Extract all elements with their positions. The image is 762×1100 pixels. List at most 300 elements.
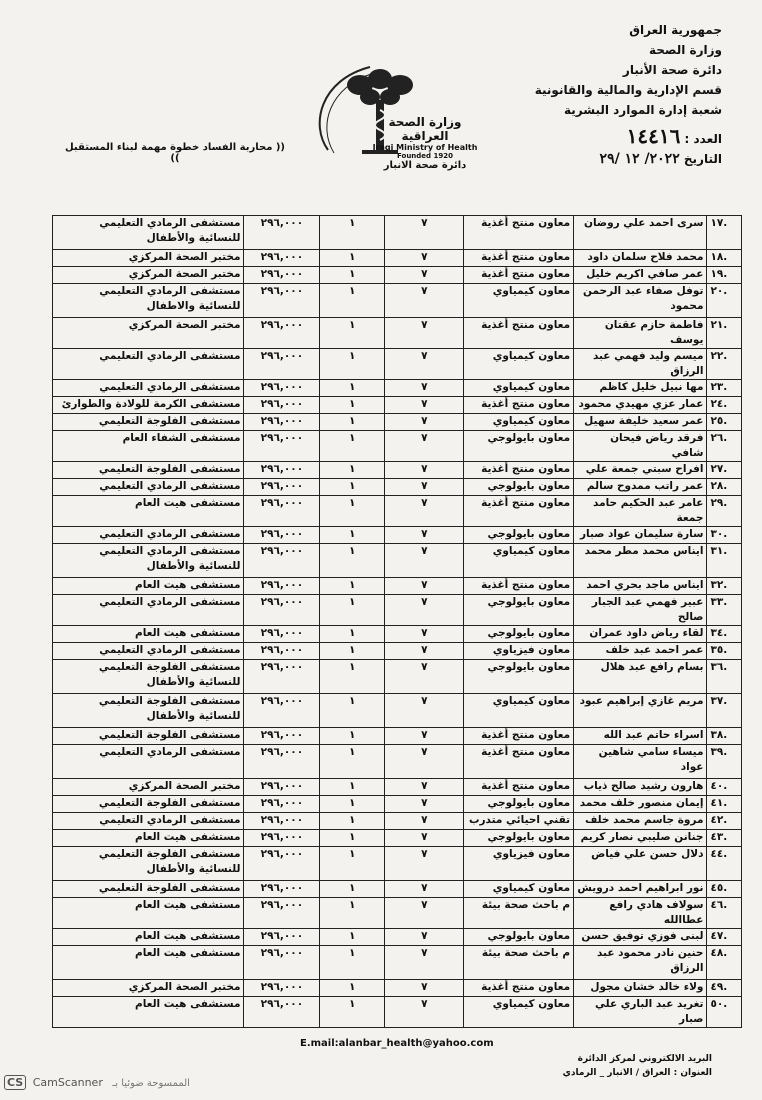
workplace-cell: مستشفى الرمادي التعليمي	[53, 745, 244, 779]
grade-cell: ٧	[385, 397, 464, 414]
row-index-cell: ٢١.	[707, 318, 742, 349]
employee-name-cell: لقاء رياض داود عمران	[574, 626, 707, 643]
employee-name-cell: اسراء حاتم عبد الله	[574, 728, 707, 745]
workplace-cell: مستشفى الرمادي التعليمي	[53, 349, 244, 380]
salary-cell: ٢٩٦,٠٠٠	[244, 796, 320, 813]
table-row	[53, 847, 742, 881]
job-title-cell: معاون بايولوجي	[464, 796, 574, 813]
step-cell: ١	[320, 946, 385, 980]
job-title-cell: معاون منتج أغذية	[464, 216, 574, 250]
step-cell: ١	[320, 745, 385, 779]
workplace-cell: مستشفى هيت العام	[53, 830, 244, 847]
row-index-cell: ٤١.	[707, 796, 742, 813]
workplace-cell: مستشفى الفلوجة التعليمي للنسائية والأطفال	[53, 660, 244, 694]
step-cell: ١	[320, 216, 385, 250]
salary-cell: ٢٩٦,٠٠٠	[244, 462, 320, 479]
table-row	[53, 544, 742, 578]
workplace-cell: مستشفى الرمادي التعليمي	[53, 380, 244, 397]
workplace-cell: مختبر الصحة المركزي	[53, 318, 244, 349]
employee-name-cell: مريم غازي إبراهيم عبود	[574, 694, 707, 728]
employee-name-cell: محمد فلاح سلمان داود	[574, 250, 707, 267]
row-index-cell: ٢٩.	[707, 496, 742, 527]
row-index-cell: ٤٦.	[707, 898, 742, 929]
salary-cell: ٢٩٦,٠٠٠	[244, 431, 320, 462]
row-index-cell: ٣٥.	[707, 643, 742, 660]
workplace-cell: مستشفى الفلوجة التعليمي	[53, 796, 244, 813]
step-cell: ١	[320, 267, 385, 284]
table-row	[53, 284, 742, 318]
step-cell: ١	[320, 380, 385, 397]
employee-name-cell: حنين نادر محمود عبد الرزاق	[574, 946, 707, 980]
header-line: جمهورية العراق	[629, 23, 722, 37]
workplace-cell: مستشفى هيت العام	[53, 626, 244, 643]
grade-cell: ٧	[385, 284, 464, 318]
job-title-cell: معاون منتج أغذية	[464, 267, 574, 284]
salary-cell: ٢٩٦,٠٠٠	[244, 595, 320, 626]
date-label: التاريخ	[683, 152, 722, 166]
employee-name-cell: عمر سعيد خليفة سهيل	[574, 414, 707, 431]
row-index-cell: ٣٠.	[707, 527, 742, 544]
row-index-cell: ٤٨.	[707, 946, 742, 980]
table-row	[53, 318, 742, 349]
table-row	[53, 813, 742, 830]
table-row	[53, 796, 742, 813]
row-index-cell: ١٨.	[707, 250, 742, 267]
grade-cell: ٧	[385, 527, 464, 544]
step-cell: ١	[320, 881, 385, 898]
employee-name-cell: سارة سليمان عواد صبار	[574, 527, 707, 544]
employee-name-cell: تغريد عبد الباري علي صبار	[574, 997, 707, 1028]
table-row	[53, 728, 742, 745]
reference-date	[512, 149, 722, 169]
grade-cell: ٧	[385, 479, 464, 496]
row-index-cell: ٥٠.	[707, 997, 742, 1028]
step-cell: ١	[320, 318, 385, 349]
job-title-cell: معاون كيمياوي	[464, 694, 574, 728]
workplace-cell: مستشفى الرمادي التعليمي	[53, 527, 244, 544]
employee-name-cell: عمر احمد عبد خلف	[574, 643, 707, 660]
grade-cell: ٧	[385, 830, 464, 847]
salary-cell: ٢٩٦,٠٠٠	[244, 284, 320, 318]
table-row	[53, 779, 742, 796]
salary-cell: ٢٩٦,٠٠٠	[244, 847, 320, 881]
step-cell: ١	[320, 830, 385, 847]
salary-cell: ٢٩٦,٠٠٠	[244, 779, 320, 796]
step-cell: ١	[320, 898, 385, 929]
employee-name-cell: مها نبيل خليل كاظم	[574, 380, 707, 397]
job-title-cell: معاون بايولوجي	[464, 431, 574, 462]
step-cell: ١	[320, 980, 385, 997]
workplace-cell: مختبر الصحة المركزي	[53, 267, 244, 284]
step-cell: ١	[320, 284, 385, 318]
employee-name-cell: ولاء خالد خشان مجول	[574, 980, 707, 997]
step-cell: ١	[320, 643, 385, 660]
salary-cell: ٢٩٦,٠٠٠	[244, 496, 320, 527]
row-index-cell: ٢٨.	[707, 479, 742, 496]
job-title-cell: معاون كيمياوي	[464, 284, 574, 318]
job-title-cell: معاون كيمياوي	[464, 997, 574, 1028]
workplace-cell: مستشفى الرمادي التعليمي	[53, 813, 244, 830]
employee-name-cell: مروة جاسم محمد خلف	[574, 813, 707, 830]
grade-cell: ٧	[385, 414, 464, 431]
salary-cell: ٢٩٦,٠٠٠	[244, 898, 320, 929]
table-row	[53, 479, 742, 496]
workplace-cell: مستشفى الفلوجة التعليمي للنسائية والأطفال	[53, 847, 244, 881]
workplace-cell: مستشفى هيت العام	[53, 946, 244, 980]
workplace-cell: مستشفى الفلوجة التعليمي	[53, 414, 244, 431]
employee-name-cell: عمر صافي اكريم خليل	[574, 267, 707, 284]
table-row	[53, 929, 742, 946]
step-cell: ١	[320, 462, 385, 479]
date-value: ٢٠٢٢/ ١٢ /٢٩	[599, 151, 680, 167]
row-index-cell: ٢٢.	[707, 349, 742, 380]
table-row	[53, 250, 742, 267]
job-title-cell: معاون بايولوجي	[464, 527, 574, 544]
grade-cell: ٧	[385, 462, 464, 479]
table-row	[53, 830, 742, 847]
workplace-cell: مستشفى الكرمة للولادة والطوارئ	[53, 397, 244, 414]
camscanner-arabic: الممسوحة ضوئيا بـ	[112, 1078, 190, 1089]
employee-name-cell: توفل صفاء عبد الرحمن محمود	[574, 284, 707, 318]
job-title-cell: معاون منتج أغذية	[464, 462, 574, 479]
reference-number	[512, 126, 722, 149]
employee-name-cell: سرى احمد علي روضان	[574, 216, 707, 250]
step-cell: ١	[320, 796, 385, 813]
workplace-cell: مستشفى هيت العام	[53, 578, 244, 595]
row-index-cell: ١٧.	[707, 216, 742, 250]
letterhead-right	[512, 20, 722, 169]
camscanner-logo-icon: CS	[4, 1075, 26, 1090]
workplace-cell: مستشفى هيت العام	[53, 929, 244, 946]
table-row	[53, 496, 742, 527]
job-title-cell: معاون منتج أغذية	[464, 318, 574, 349]
number-label: العدد :	[684, 132, 722, 146]
grade-cell: ٧	[385, 881, 464, 898]
salary-cell: ٢٩٦,٠٠٠	[244, 946, 320, 980]
salary-cell: ٢٩٦,٠٠٠	[244, 881, 320, 898]
table-row	[53, 898, 742, 929]
workplace-cell: مستشفى الفلوجة التعليمي	[53, 462, 244, 479]
workplace-cell: مستشفى هيت العام	[53, 898, 244, 929]
step-cell: ١	[320, 496, 385, 527]
header-line: دائرة صحة الأنبار	[622, 63, 722, 77]
row-index-cell: ٢٦.	[707, 431, 742, 462]
salary-cell: ٢٩٦,٠٠٠	[244, 929, 320, 946]
step-cell: ١	[320, 929, 385, 946]
grade-cell: ٧	[385, 728, 464, 745]
employee-name-cell: إيمان منصور خلف محمد	[574, 796, 707, 813]
job-title-cell: م باحث صحة بيئة	[464, 898, 574, 929]
table-row	[53, 881, 742, 898]
row-index-cell: ٢٤.	[707, 397, 742, 414]
table-row	[53, 414, 742, 431]
row-index-cell: ٤٥.	[707, 881, 742, 898]
employee-table	[52, 215, 742, 1028]
job-title-cell: معاون بايولوجي	[464, 595, 574, 626]
header-line: شعبة إدارة الموارد البشرية	[563, 103, 722, 117]
salary-cell: ٢٩٦,٠٠٠	[244, 643, 320, 660]
grade-cell: ٧	[385, 813, 464, 830]
row-index-cell: ٣٤.	[707, 626, 742, 643]
grade-cell: ٧	[385, 694, 464, 728]
table-row	[53, 595, 742, 626]
job-title-cell: معاون بايولوجي	[464, 660, 574, 694]
row-index-cell: ٣١.	[707, 544, 742, 578]
step-cell: ١	[320, 660, 385, 694]
table-row	[53, 462, 742, 479]
row-index-cell: ٤٩.	[707, 980, 742, 997]
step-cell: ١	[320, 414, 385, 431]
grade-cell: ٧	[385, 929, 464, 946]
employee-name-cell: فرقد رياض فيحان شافي	[574, 431, 707, 462]
workplace-cell: مختبر الصحة المركزي	[53, 779, 244, 796]
row-index-cell: ٣٣.	[707, 595, 742, 626]
workplace-cell: مختبر الصحة المركزي	[53, 250, 244, 267]
motto: (( محاربة الفساد خطوة مهمة لبناء المستقبل ))	[64, 142, 286, 164]
table-row	[53, 349, 742, 380]
step-cell: ١	[320, 527, 385, 544]
row-index-cell: ١٩.	[707, 267, 742, 284]
camscanner-name: CamScanner	[32, 1076, 103, 1089]
job-title-cell: معاون منتج أغذية	[464, 980, 574, 997]
salary-cell: ٢٩٦,٠٠٠	[244, 414, 320, 431]
workplace-cell: مستشفى هيت العام	[53, 997, 244, 1028]
job-title-cell: تقني احيائي متدرب	[464, 813, 574, 830]
job-title-cell: معاون بايولوجي	[464, 626, 574, 643]
row-index-cell: ٣٦.	[707, 660, 742, 694]
employee-name-cell: عمار عزي مهيدي محمود	[574, 397, 707, 414]
salary-cell: ٢٩٦,٠٠٠	[244, 479, 320, 496]
salary-cell: ٢٩٦,٠٠٠	[244, 397, 320, 414]
row-index-cell: ٣٨.	[707, 728, 742, 745]
workplace-cell: مستشفى الرمادي التعليمي	[53, 595, 244, 626]
table-row	[53, 660, 742, 694]
grade-cell: ٧	[385, 349, 464, 380]
salary-cell: ٢٩٦,٠٠٠	[244, 745, 320, 779]
header-line: قسم الإدارية والمالية والقانونية	[534, 83, 722, 97]
grade-cell: ٧	[385, 847, 464, 881]
employee-name-cell: لبنى فوزي توفيق حسن	[574, 929, 707, 946]
row-index-cell: ٤٣.	[707, 830, 742, 847]
step-cell: ١	[320, 544, 385, 578]
step-cell: ١	[320, 431, 385, 462]
employee-name-cell: دلال حسن علي فياض	[574, 847, 707, 881]
row-index-cell: ٢٥.	[707, 414, 742, 431]
employee-name-cell: عامر عبد الحكيم حامد جمعة	[574, 496, 707, 527]
workplace-cell: مختبر الصحة المركزي	[53, 980, 244, 997]
table-row	[53, 745, 742, 779]
job-title-cell: معاون كيمياوي	[464, 349, 574, 380]
row-index-cell: ٢٧.	[707, 462, 742, 479]
grade-cell: ٧	[385, 250, 464, 267]
employee-name-cell: ميسم وليد فهمي عبد الرزاق	[574, 349, 707, 380]
employee-name-cell: بسام رافع عبد هلال	[574, 660, 707, 694]
footer-address-line: العنوان : العراق / الانبار _ الرمادي	[562, 1068, 712, 1078]
logo-arabic: وزارة الصحة العراقية	[388, 115, 462, 143]
job-title-cell: معاون بايولوجي	[464, 929, 574, 946]
table-row	[53, 397, 742, 414]
salary-cell: ٢٩٦,٠٠٠	[244, 830, 320, 847]
workplace-cell: مستشفى الرمادي التعليمي للنسائية والأطفال	[53, 544, 244, 578]
grade-cell: ٧	[385, 796, 464, 813]
grade-cell: ٧	[385, 595, 464, 626]
table-row	[53, 431, 742, 462]
workplace-cell: مستشفى الرمادي التعليمي للنسائية والأطفال	[53, 216, 244, 250]
step-cell: ١	[320, 349, 385, 380]
logo-dept: دائرة صحة الانبار	[383, 160, 467, 171]
row-index-cell: ٣٧.	[707, 694, 742, 728]
header-line: وزارة الصحة	[648, 43, 722, 57]
grade-cell: ٧	[385, 380, 464, 397]
grade-cell: ٧	[385, 660, 464, 694]
grade-cell: ٧	[385, 745, 464, 779]
table-row	[53, 997, 742, 1028]
grade-cell: ٧	[385, 318, 464, 349]
number-value: ١٤٤١٦	[626, 124, 681, 148]
employee-name-cell: ميساء سامي شاهين عواد	[574, 745, 707, 779]
workplace-cell: مستشفى الرمادي التعليمي للنسائية والاطفال	[53, 284, 244, 318]
job-title-cell: معاون منتج أغذية	[464, 779, 574, 796]
employee-name-cell: افراح سبتي جمعة علي	[574, 462, 707, 479]
workplace-cell: مستشفى الرمادي التعليمي	[53, 479, 244, 496]
grade-cell: ٧	[385, 216, 464, 250]
employee-name-cell: ايناس ماجد بحري احمد	[574, 578, 707, 595]
salary-cell: ٢٩٦,٠٠٠	[244, 216, 320, 250]
step-cell: ١	[320, 997, 385, 1028]
step-cell: ١	[320, 847, 385, 881]
grade-cell: ٧	[385, 544, 464, 578]
employee-name-cell: فاطمة حازم عقتان يوسف	[574, 318, 707, 349]
step-cell: ١	[320, 694, 385, 728]
table-row	[53, 694, 742, 728]
salary-cell: ٢٩٦,٠٠٠	[244, 660, 320, 694]
step-cell: ١	[320, 250, 385, 267]
job-title-cell: معاون بايولوجي	[464, 479, 574, 496]
job-title-cell: معاون منتج أغذية	[464, 578, 574, 595]
employee-name-cell: عبير فهمي عبد الجبار صالح	[574, 595, 707, 626]
grade-cell: ٧	[385, 578, 464, 595]
job-title-cell: معاون منتج أغذية	[464, 745, 574, 779]
table-row	[53, 578, 742, 595]
job-title-cell: معاون منتج أغذية	[464, 397, 574, 414]
job-title-cell: معاون بايولوجي	[464, 830, 574, 847]
job-title-cell: معاون كيمياوي	[464, 380, 574, 397]
employee-name-cell: عمر راتب ممدوح سالم	[574, 479, 707, 496]
grade-cell: ٧	[385, 779, 464, 796]
salary-cell: ٢٩٦,٠٠٠	[244, 544, 320, 578]
salary-cell: ٢٩٦,٠٠٠	[244, 997, 320, 1028]
salary-cell: ٢٩٦,٠٠٠	[244, 626, 320, 643]
grade-cell: ٧	[385, 626, 464, 643]
logo-caption	[365, 115, 485, 171]
table-row	[53, 980, 742, 997]
footer-email-label: البريد الالكتروني لمركز الدائرة	[577, 1054, 712, 1064]
salary-cell: ٢٩٦,٠٠٠	[244, 813, 320, 830]
workplace-cell: مستشفى الفلوجة التعليمي	[53, 881, 244, 898]
grade-cell: ٧	[385, 431, 464, 462]
employee-name-cell: ايناس محمد مطر محمد	[574, 544, 707, 578]
job-title-cell: معاون فيزياوي	[464, 847, 574, 881]
employee-name-cell: جنانن صليبي نصار كريم	[574, 830, 707, 847]
table-row	[53, 626, 742, 643]
step-cell: ١	[320, 595, 385, 626]
step-cell: ١	[320, 397, 385, 414]
employee-name-cell: نور ابراهيم احمد درويش	[574, 881, 707, 898]
row-index-cell: ٢٠.	[707, 284, 742, 318]
row-index-cell: ٤٠.	[707, 779, 742, 796]
step-cell: ١	[320, 626, 385, 643]
job-title-cell: معاون منتج أغذية	[464, 250, 574, 267]
employee-name-cell: هارون رشيد صالح ذياب	[574, 779, 707, 796]
camscanner-watermark	[4, 1075, 190, 1090]
employee-name-cell: سولاف هادي رافع عطاالله	[574, 898, 707, 929]
row-index-cell: ٣٢.	[707, 578, 742, 595]
salary-cell: ٢٩٦,٠٠٠	[244, 527, 320, 544]
table-row	[53, 380, 742, 397]
grade-cell: ٧	[385, 946, 464, 980]
grade-cell: ٧	[385, 898, 464, 929]
job-title-cell: معاون فيزياوي	[464, 643, 574, 660]
row-index-cell: ٤٧.	[707, 929, 742, 946]
workplace-cell: مستشفى الرمادي التعليمي	[53, 643, 244, 660]
step-cell: ١	[320, 779, 385, 796]
table-row	[53, 643, 742, 660]
row-index-cell: ٤٢.	[707, 813, 742, 830]
grade-cell: ٧	[385, 997, 464, 1028]
footer-email: E.mail:alanbar_health@yahoo.com	[300, 1038, 494, 1049]
workplace-cell: مستشفى الفلوجة التعليمي	[53, 728, 244, 745]
job-title-cell: معاون كيمياوي	[464, 414, 574, 431]
footer-address	[532, 1052, 712, 1080]
salary-cell: ٢٩٦,٠٠٠	[244, 250, 320, 267]
salary-cell: ٢٩٦,٠٠٠	[244, 267, 320, 284]
table-row	[53, 267, 742, 284]
step-cell: ١	[320, 813, 385, 830]
row-index-cell: ٤٤.	[707, 847, 742, 881]
grade-cell: ٧	[385, 980, 464, 997]
salary-cell: ٢٩٦,٠٠٠	[244, 380, 320, 397]
workplace-cell: مستشفى هيت العام	[53, 496, 244, 527]
salary-cell: ٢٩٦,٠٠٠	[244, 318, 320, 349]
logo-founded: Founded 1920	[397, 152, 453, 160]
table-row	[53, 527, 742, 544]
table-row	[53, 216, 742, 250]
row-index-cell: ٣٩.	[707, 745, 742, 779]
job-title-cell: م باحث صحة بيئة	[464, 946, 574, 980]
job-title-cell: معاون منتج أغذية	[464, 728, 574, 745]
logo-english: Iraqi Ministry of Health	[372, 143, 478, 152]
grade-cell: ٧	[385, 496, 464, 527]
employee-table-body	[53, 216, 742, 1028]
salary-cell: ٢٩٦,٠٠٠	[244, 349, 320, 380]
step-cell: ١	[320, 479, 385, 496]
job-title-cell: معاون منتج أغذية	[464, 496, 574, 527]
workplace-cell: مستشفى الشفاء العام	[53, 431, 244, 462]
grade-cell: ٧	[385, 643, 464, 660]
salary-cell: ٢٩٦,٠٠٠	[244, 728, 320, 745]
job-title-cell: معاون كيمياوي	[464, 544, 574, 578]
salary-cell: ٢٩٦,٠٠٠	[244, 578, 320, 595]
step-cell: ١	[320, 728, 385, 745]
workplace-cell: مستشفى الفلوجة التعليمي للنسائية والأطفال	[53, 694, 244, 728]
grade-cell: ٧	[385, 267, 464, 284]
table-row	[53, 946, 742, 980]
row-index-cell: ٢٣.	[707, 380, 742, 397]
step-cell: ١	[320, 578, 385, 595]
salary-cell: ٢٩٦,٠٠٠	[244, 980, 320, 997]
job-title-cell: معاون كيمياوي	[464, 881, 574, 898]
salary-cell: ٢٩٦,٠٠٠	[244, 694, 320, 728]
